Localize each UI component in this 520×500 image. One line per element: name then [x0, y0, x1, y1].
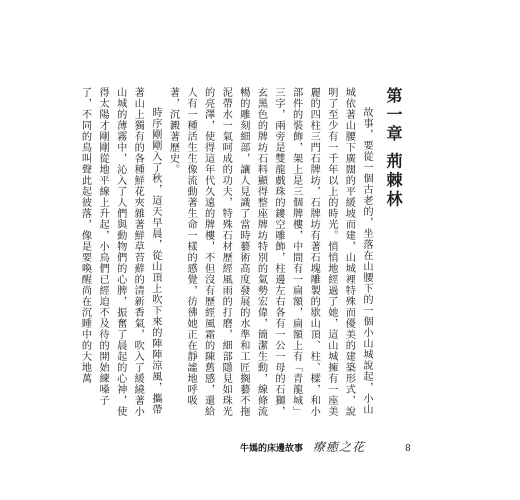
paragraph: 時序剛剛入了秋，這天早晨，從山頂上吹下來的陣陣涼風，攜帶著山上獨有的各種鮮花夾雜著鮮草苔蘚的清新香氣，吹入了緩繞著小山城的薄霧中，沁入了人們與動物們的心脾，振奮了晨起的心神，使得太陽才剛剛從地平線上升起，小鳥們已經迫不及待的開始練嗓子了，不同的鳥叫聲此起彼落，像是要喚醒尚在沉睡中的大地萬 — [79, 87, 161, 417]
book-title: 牛媽的床邊故事 — [240, 444, 304, 454]
body-text — [76, 87, 375, 422]
book-brand-logo: 療癒之花 — [313, 440, 366, 454]
page-footer — [240, 438, 411, 455]
chapter-title: 第一章 荊棘林 — [384, 87, 403, 210]
page-number: 8 — [405, 444, 411, 454]
paragraph: 故事，要從一個古老的，坐落在山腰下的一個小山城說起，小山城依著山腰下廣闊的平緩坡而建，山城裡特殊而優美的建築形式，說明了至少有一千年以上的時光。悄悄地經過了她，這山城擁有一座美麗的四柱三門石牌坊，石牌坊有著石塊雕製的歇山頂、柱、樑，和小部件的裝飾，架上是三個牌樓，中間有一扁額，扁額上有「青龍城」三字，兩旁是雙龍戲珠的鏤空雕飾，柱邊左右各有一公一母的石獅，玄黑色的牌坊石料顯得整座牌坊特別的氣勢宏偉，簡潔生動，線條流暢的雕刻細部，讓人見識了當時藝術高度發展的水準和工匠搁藝不拖泥帶水一氣呵成的功夫，特殊石材歷經風雨的打磨，細部隱見如珠光的亮澤，使得這年代久遠的牌樓，不但沒有歷經風霜的陳舊感，還給人有一種活生生像流動著生命一樣的感覺，彷彿她正在靜謐地呼吸著，沉澱著歷史。 — [167, 87, 372, 417]
